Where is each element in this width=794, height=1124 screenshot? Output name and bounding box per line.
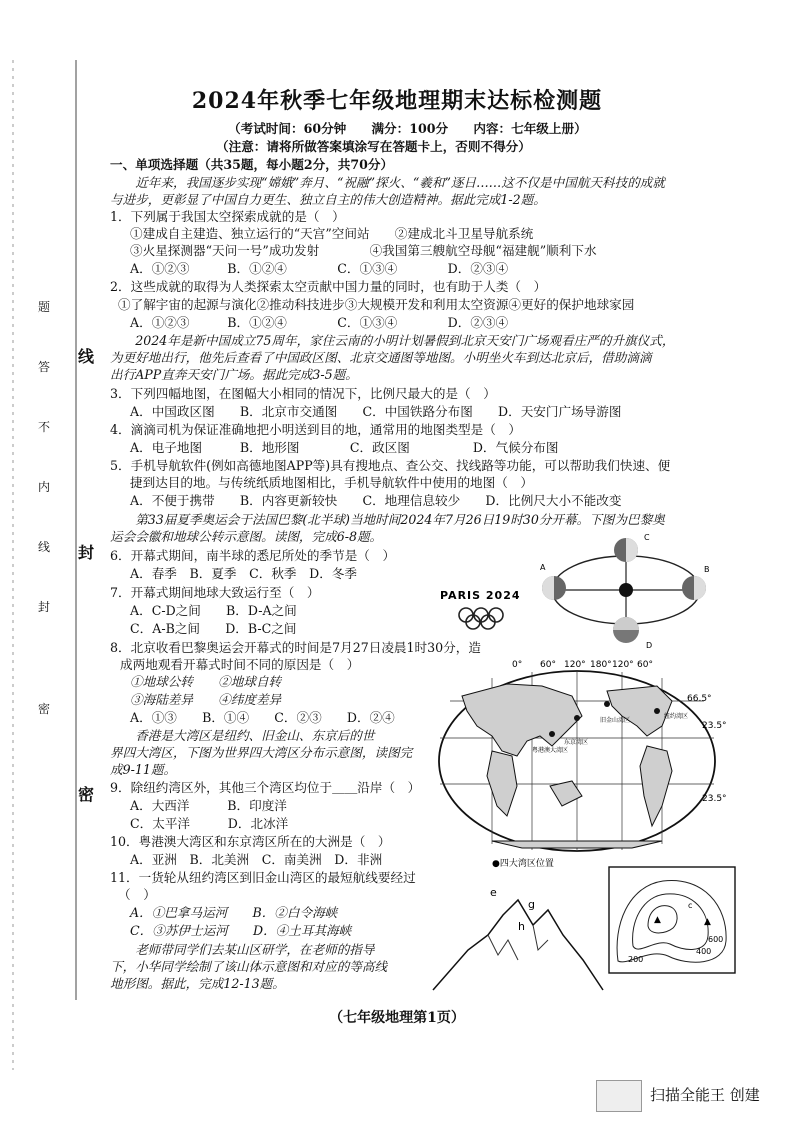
question-8-option: ③海陆差异 ④纬度差异 — [130, 692, 282, 707]
question-11: （ ） — [118, 887, 156, 902]
earth-position-c — [614, 538, 638, 562]
sf-bay-marker — [604, 701, 610, 707]
orbit-label-c: C — [644, 533, 650, 542]
contour-map — [608, 866, 738, 976]
page-footer: （七年级地理第1页） — [329, 1010, 465, 1026]
binding-char: 封 — [38, 600, 51, 614]
intro-text: 近年来，我国逐步实现“嫦娥”奔月、“祝融”探火、“羲和”逐日……这不仅是中国航天科技的成就 — [110, 175, 665, 190]
question-5: 5．手机导航软件(例如高德地图APP等)具有搜地点、查公交、找线路等功能，可以帮助我们快速、便 — [110, 458, 671, 473]
map-lon-label: 120° — [564, 660, 586, 670]
binding-char: 题 — [38, 300, 51, 314]
binding-char: 答 — [38, 360, 51, 374]
intro-text: 成9-11题。 — [110, 762, 177, 777]
question-1-option: ③火星探测器“天问一号”成功发射 ④我国第三艘航空母舰“福建舰”顺利下水 — [130, 243, 597, 258]
question-9-answers: A．大西洋 B．印度洋 — [130, 798, 287, 813]
question-3: 3．下列四幅地图，在图幅大小相同的情况下，比例尺最大的是（ ） — [110, 386, 496, 401]
binding-char: 线 — [38, 540, 51, 554]
question-9: 9．除纽约湾区外，其他三个湾区均位于＿＿沿岸（ ） — [110, 780, 421, 795]
intro-text: 2024年是新中国成立75周年，家住云南的小明计划暑假到北京天安门广场观看庄严的升旗仪式， — [110, 333, 675, 348]
intro-text: 为更好地出行，他先后查看了中国政区图、北京交通图等地图。小明坐火车到达北京后，借助滴滴 — [110, 350, 652, 365]
map-lon-label: 60° — [540, 660, 556, 670]
question-1-option: ①建成自主建造、独立运行的“天宫”空间站 ②建成北斗卫星导航系统 — [130, 226, 534, 241]
question-11: 11．一货轮从纽约湾区到旧金山湾区的最短航线要经过 — [110, 870, 416, 885]
question-11-answers: A．①巴拿马运河 B．②白令海峡 — [130, 905, 338, 920]
question-8-answers: A．①③ B．①④ C．②③ D．②④ — [130, 710, 395, 725]
ny-bay-marker — [654, 708, 660, 714]
intro-text: 第33届夏季奥运会于法国巴黎(北半球)当地时间2024年7月26日19时30分开幕。下图为巴黎奥 — [110, 512, 665, 527]
mountain-label-g: g — [528, 898, 535, 911]
binding-char: 内 — [38, 480, 51, 494]
question-5: 捷到达目的地。与传统纸质地图相比，手机导航软件中使用的地图（ ） — [130, 475, 533, 490]
binding-big-char: 密 — [78, 785, 95, 804]
map-lat-label: 23.5° — [702, 721, 727, 731]
intro-text: 下，小华同学绘制了该山体示意图和对应的等高线 — [110, 959, 388, 974]
bay-label-tokyo: 东京湾区 — [564, 739, 589, 746]
bay-label-sf: 旧金山湾区 — [600, 717, 631, 724]
map-lon-label: 0° — [512, 660, 523, 670]
intro-text: 界四大湾区，下图为世界四大湾区分布示意图，读图完 — [110, 745, 413, 760]
earth-position-a — [542, 576, 566, 600]
earth-position-b — [682, 576, 706, 600]
peak-triangle-icon: ▲ — [704, 917, 711, 927]
question-2: 2．这些成就的取得为人类探索太空贡献中国力量的同时，也有助于人类（ ） — [110, 279, 547, 294]
question-8: 8．北京收看巴黎奥运会开幕式的时间是7月27日凌晨1时30分，造 — [110, 640, 481, 655]
question-4-answers: A．电子地图 B．地形图 C．政区图 D．气候分布图 — [130, 440, 559, 455]
paris-logo-text: PARIS 2024 — [440, 589, 521, 602]
bay-label-gba: 粤港澳大湾区 — [532, 747, 569, 754]
mountain-sketch — [428, 880, 608, 1000]
intro-text: 运会会徽和地球公转示意图。读图，完成6-8题。 — [110, 529, 383, 544]
question-11-answers: C．③苏伊士运河 D．④土耳其海峡 — [130, 923, 352, 938]
section-heading: 一、单项选择题（共35题，每小题2分，共70分） — [110, 157, 394, 172]
bay-label-ny: 纽约湾区 — [664, 713, 689, 720]
map-lon-label: 60° — [637, 660, 653, 670]
question-8: 成两地观看开幕式时间不同的原因是（ ） — [120, 657, 360, 672]
orbit-label-a: A — [540, 563, 546, 572]
question-7: 7．开幕式期间地球大致运行至（ ） — [110, 585, 320, 600]
question-2-option: ①了解宇宙的起源与演化②推动科技进步③大规模开发和利用太空资源④更好的保护地球家园 — [118, 297, 635, 312]
question-5-answers: A．不便于携带 B．内容更新较快 C．地理信息较少 D．比例尺大小不能改变 — [130, 493, 622, 508]
question-10: 10．粤港澳大湾区和东京湾区所在的大洲是（ ） — [110, 834, 391, 849]
page-title: 2024年秋季七年级地理期末达标检测题 — [191, 88, 603, 114]
question-3-answers: A．中国政区图 B．北京市交通图 C．中国铁路分布图 D．天安门广场导游图 — [130, 404, 622, 419]
question-4: 4．滴滴司机为保证准确地把小明送到目的地，通常用的地图类型是（ ） — [110, 422, 522, 437]
binding-char: 密 — [38, 702, 51, 716]
question-1-answers: A．①②③ B．①②④ C．①③④ D．②③④ — [130, 261, 509, 276]
orbit-label-b: B — [704, 565, 710, 574]
intro-text: 老师带同学们去某山区研学，在老师的指导 — [110, 942, 375, 957]
question-6: 6．开幕式期间，南半球的悉尼所处的季节是（ ） — [110, 548, 396, 563]
question-2-answers: A．①②③ B．①②④ C．①③④ D．②③④ — [130, 315, 509, 330]
map-lat-label: 66.5° — [687, 694, 712, 704]
olympic-rings-icon — [459, 608, 503, 629]
intro-text: 香港是大湾区是纽约、旧金山、东京后的世 — [110, 728, 375, 743]
binding-big-char: 线 — [78, 347, 95, 366]
question-9-answers: C．太平洋 D．北冰洋 — [130, 816, 289, 831]
intro-text: 与进步，更彰显了中国自力更生、独立自主的伟大创造精神。据此完成1-2题。 — [110, 192, 546, 207]
intro-text: 地形图。据此，完成12-13题。 — [110, 976, 285, 991]
question-7-answers: A．C-D之间 B．D-A之间 — [130, 603, 297, 618]
question-8-option: ①地球公转 ②地球自转 — [130, 674, 282, 689]
contour-label: 600 — [708, 935, 724, 944]
gba-marker — [549, 731, 555, 737]
earth-orbit-diagram — [538, 532, 718, 657]
earth-position-d — [613, 617, 639, 643]
map-caption: ●四大湾区位置 — [492, 859, 554, 869]
paris-2024-logo — [436, 585, 536, 635]
contour-label: c — [688, 901, 693, 910]
map-lat-label: 23.5° — [702, 794, 727, 804]
intro-text: 出行APP直奔天安门广场。据此完成3-5题。 — [110, 367, 358, 382]
binding-strip — [0, 0, 95, 1124]
binding-char: 不 — [38, 420, 51, 434]
world-bay-areas-map — [432, 656, 732, 871]
contour-label: 200 — [628, 955, 644, 964]
orbit-label-d: D — [646, 641, 653, 650]
exam-info: （考试时间：60分钟 满分：100分 内容：七年级上册） — [228, 121, 587, 136]
mountain-label-h: h — [518, 920, 525, 933]
sun-icon — [619, 583, 633, 597]
map-lon-label: 120° — [612, 660, 634, 670]
question-1: 1．下列属于我国太空探索成就的是（ ） — [110, 209, 345, 224]
contour-label: 400 — [696, 947, 712, 956]
mountain-label-e: e — [490, 886, 497, 899]
peak-triangle-icon: ▲ — [654, 915, 661, 925]
question-10-answers: A．亚洲 B．北美洲 C．南美洲 D．非洲 — [130, 852, 383, 867]
question-7-answers: C．A-B之间 D．B-C之间 — [130, 621, 297, 636]
scanner-watermark: 扫描全能王 创建 — [650, 1086, 760, 1104]
map-lon-label: 180° — [590, 660, 612, 670]
question-6-answers: A．春季 B．夏季 C．秋季 D．冬季 — [130, 566, 357, 581]
tokyo-bay-marker — [574, 715, 580, 721]
binding-big-char: 封 — [78, 543, 95, 562]
scanner-logo-icon — [596, 1080, 642, 1112]
notice: （注意：请将所做答案填涂写在答题卡上，否则不得分） — [216, 139, 531, 154]
